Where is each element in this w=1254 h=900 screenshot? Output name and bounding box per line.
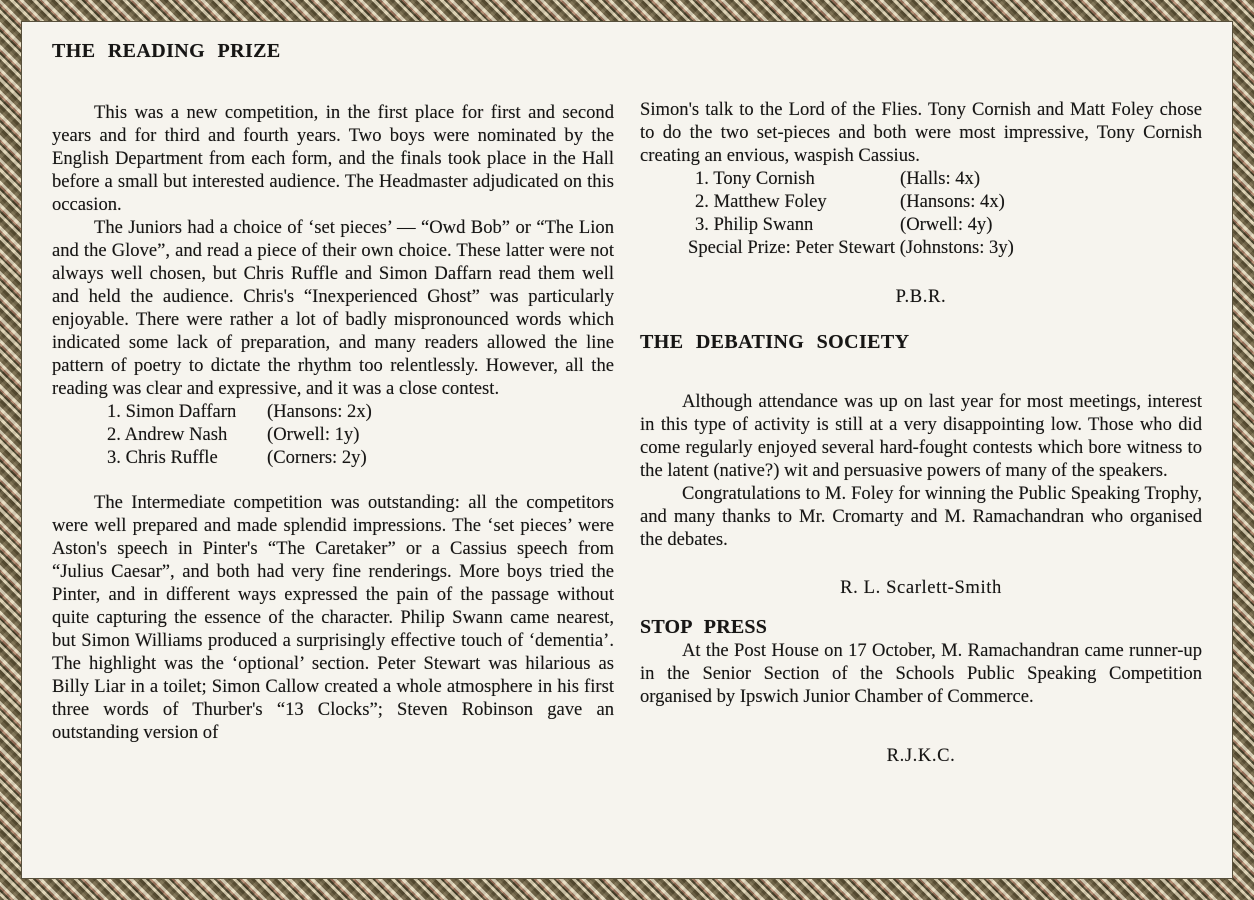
- signature-pbr: P.B.R.: [895, 286, 947, 307]
- result-house: (Hansons: 2x): [267, 401, 372, 422]
- article-title-debating-society: THE DEBATING SOCIETY: [640, 331, 910, 353]
- paragraph-juniors: The Juniors had a choice of ‘set pieces’ — “Owd Bob” or “The Lion and the Glove”, and read a piece of their own choice. These latter were not always well chosen, but Chris Ruffle and Simon Daffarn read them well and held the audience. Chris's “Inexperienced Ghost” was particularly enjoyable. There were rather a lot of badly mispronounced words which indicated some lack of preparation, and many readers allowed the line pattern of poetry to dictate the rhythm too relentlessly. However, all the reading was clear and expressive, and it was a close contest.: [52, 217, 614, 399]
- paragraph-intro: This was a new competition, in the first place for first and second years and for third and fourth years. Two boys were nominated by the English Department from each form, and the finals took place in the Hall before a small but interested audience. The Headmaster adjudicated on this occasion.: [52, 102, 614, 215]
- result-name: 3. Philip Swann: [695, 214, 814, 235]
- magazine-page: [21, 21, 1233, 879]
- result-row: [695, 213, 1202, 236]
- result-name: 1. Tony Cornish: [695, 168, 815, 189]
- result-row: [107, 400, 614, 423]
- result-row: [107, 446, 614, 469]
- result-name: 2. Matthew Foley: [695, 191, 827, 212]
- paragraph-stop-press: At the Post House on 17 October, M. Ramachandran came runner-up in the Senior Section of the Schools Public Speaking Competition organised by Ipswich Junior Chamber of Commerce.: [640, 640, 1202, 707]
- result-row: [695, 190, 1202, 213]
- special-prize-line: Special Prize: Peter Stewart (Johnstons: 3y): [688, 237, 1014, 258]
- result-house: (Halls: 4x): [900, 168, 981, 189]
- paragraph-attendance: Although attendance was up on last year for most meetings, interest in this type of activity is still at a very disappointing low. Those who did come regularly enjoyed several hard-fought contests which bore witness to the latent (native?) wit and persuasive powers of many of the speakers.: [640, 391, 1202, 481]
- result-name: 1. Simon Daffarn: [107, 401, 237, 422]
- signature-rjkc: R.J.K.C.: [886, 745, 956, 766]
- paragraph-continuation: Simon's talk to the Lord of the Flies. Tony Cornish and Matt Foley chose to do the two set-pieces and both were most impressive, Tony Cornish creating an envious, waspish Cassius.: [640, 99, 1202, 166]
- article-title-reading-prize: THE READING PRIZE: [52, 40, 281, 62]
- result-row: [107, 423, 614, 446]
- article-title-stop-press: STOP PRESS: [640, 616, 768, 638]
- left-column: [52, 36, 614, 878]
- junior-results-list: [107, 400, 614, 469]
- result-house: (Hansons: 4x): [900, 191, 1005, 212]
- right-column: [640, 36, 1202, 878]
- result-house: (Corners: 2y): [267, 447, 367, 468]
- result-name: 2. Andrew Nash: [107, 424, 228, 445]
- paragraph-intermediate: The Intermediate competition was outstanding: all the competitors were well prepared and made splendid impressions. The ‘set pieces’ were Aston's speech in Pinter's “The Caretaker” or a Cassius speech from “Julius Caesar”, and both had very fine renderings. More boys tried the Pinter, and in different ways expressed the pain of the passage without quite capturing the essence of the character. Philip Swann came nearest, but Simon Williams produced a surprisingly effective touch of ‘dementia’. The highlight was the ‘optional’ section. Peter Stewart was hilarious as Billy Liar in a toilet; Simon Callow created a whole atmosphere in his first three words of Thurber's “13 Clocks”; Steven Robinson gave an outstanding version of: [52, 492, 614, 743]
- result-house: (Orwell: 4y): [900, 214, 993, 235]
- result-name: 3. Chris Ruffle: [107, 447, 218, 468]
- result-row: [695, 167, 1202, 190]
- signature-scarlett-smith: R. L. Scarlett-Smith: [840, 577, 1002, 598]
- intermediate-results-list: [695, 167, 1202, 236]
- paragraph-congrats: Congratulations to M. Foley for winning the Public Speaking Trophy, and many thanks to Mr. Cromarty and M. Ramachandran who organised the debates.: [640, 483, 1202, 550]
- result-house: (Orwell: 1y): [267, 424, 360, 445]
